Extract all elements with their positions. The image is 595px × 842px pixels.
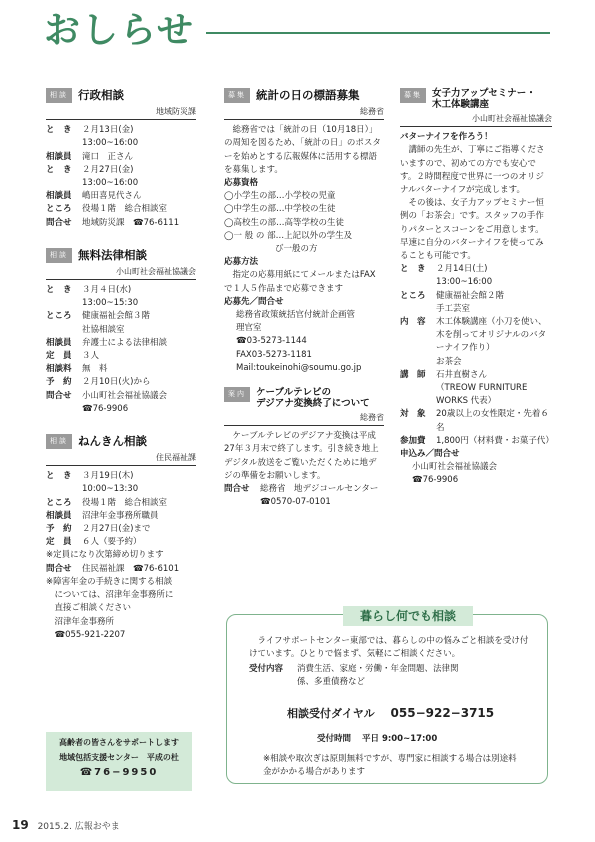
consult-dial [287, 707, 494, 720]
text-line: ☎055-921-2207 [46, 629, 126, 640]
apply-contact [224, 309, 384, 375]
info-row [46, 376, 196, 389]
info-row [46, 510, 196, 523]
text-line: ☎03-5273-1144 [236, 336, 307, 347]
info-row [46, 483, 196, 496]
info-label [46, 137, 82, 150]
text-line: ※障害年金の手続きに関する相談 [46, 576, 173, 587]
section-tag: 募集 [400, 88, 426, 103]
info-row [400, 369, 552, 382]
info-label: と き [400, 264, 426, 275]
section-tag: 募集 [224, 88, 250, 103]
info-row [400, 408, 552, 434]
info-row [46, 536, 196, 549]
contact-value: 住民福祉課 ☎76-6101 [82, 563, 180, 574]
gyosei-rows [46, 124, 196, 230]
info-row [400, 395, 552, 408]
info-row [400, 263, 552, 276]
nenkin-rows [46, 470, 196, 549]
contact-label: 問合せ [46, 563, 72, 574]
info-value: 健康福祉会館３階 [82, 311, 151, 322]
info-row [46, 337, 196, 350]
info-label [400, 276, 436, 289]
info-row [400, 316, 552, 356]
joshi-rows [400, 263, 552, 448]
info-value: 13:00~16:00 [436, 277, 493, 288]
section-tag: 案内 [224, 387, 250, 402]
consult-body: ライフサポートセンター東部では、暮らしの中の悩みごと相談を受け付けています。ひとりで悩まず、気軽にご相談ください。 [249, 636, 529, 659]
method-label: 応募方法 [224, 257, 259, 268]
info-value: ３人 [82, 351, 100, 362]
muryo-section [46, 248, 196, 416]
text-line: ◯中学生の部…中学校の生徒 [224, 204, 336, 215]
column-left [46, 88, 196, 642]
section-title-line1: 女子力アップセミナー・ [432, 88, 536, 99]
info-value: ２月14日(土) [436, 264, 488, 275]
qual-list [224, 190, 384, 256]
info-value: 20歳以上の女性限定・先着６名 [436, 409, 549, 433]
text-line: ◯一 般 の 部…上記以外の学生及 [224, 230, 353, 241]
consult-box [226, 609, 548, 784]
support-phone: ☎76−9950 [79, 767, 159, 778]
info-row [46, 284, 196, 297]
info-label: 対 象 [400, 409, 426, 420]
info-value: 役場１階 総合相談室 [82, 497, 168, 508]
info-label: 参加費 [400, 435, 426, 446]
text-line: 沼津年金事務所 [46, 616, 115, 627]
text-line: 小山町社会福祉協議会 [412, 462, 498, 473]
info-row [46, 297, 196, 310]
info-label: 定 員 [46, 351, 72, 362]
support-center-box [46, 732, 192, 791]
info-label: 定 員 [46, 537, 72, 548]
section-title: 行政相談 [78, 88, 124, 102]
info-value: 10:00~13:30 [82, 484, 139, 495]
info-label: ところ [46, 311, 72, 322]
info-value: 健康福祉会館２階 [436, 290, 505, 301]
qual-label: 応募資格 [224, 178, 259, 189]
column-middle [224, 88, 387, 509]
info-row [46, 137, 196, 150]
text-line: FAX03-5273-1181 [236, 349, 312, 360]
joshi-body1: 講師の先生が、丁寧にご指導くださいますので、初めての方でも安心です。２時間程度で世界に一つのオリジナルバターナイフが完成します。 [400, 145, 545, 196]
apply-label: 申込み／問合せ [400, 449, 460, 460]
consult-content-label: 受付内容 [249, 664, 284, 674]
info-row [46, 350, 196, 363]
info-row [46, 470, 196, 483]
info-label: と き [46, 125, 72, 136]
info-value: 小山町社会福祉協議会 [82, 390, 168, 401]
info-value: （TREOW FURNITURE [436, 383, 528, 394]
page-footer [12, 818, 120, 832]
info-row [46, 124, 196, 137]
support-line1: 高齢者の皆さんをサポートします [59, 738, 179, 747]
info-label: 相談員 [46, 151, 72, 162]
hours-label: 受付時間 [317, 734, 352, 744]
info-value: 1,800円（材料費・お菓子代） [436, 435, 554, 446]
info-value: ３月４日(水) [82, 285, 132, 296]
section-dept: 総務省 [224, 411, 384, 426]
info-row [46, 203, 196, 216]
text-line: Mail:toukeinohi@soumu.go.jp [236, 362, 362, 373]
info-value: 嶋田喜見代さん [82, 191, 142, 202]
section-dept: 地域防災課 [46, 105, 196, 120]
info-value: 滝口 正さん [82, 151, 134, 162]
page-title: おしらせ [44, 10, 195, 51]
info-value: WORKS 代表） [436, 396, 497, 407]
nenkin-section [46, 434, 196, 642]
section-title: ねんきん相談 [78, 434, 147, 449]
hyogo-body: 総務省では「統計の日（10月18日）」の周知を図るため、「統計の日」のポスターを始めとする広報媒体に活用する標語を募集します。 [224, 125, 381, 175]
text-line: 理官室 [236, 323, 262, 334]
section-title-line1: ケーブルテレビの [256, 387, 331, 399]
section-title-line2: デジアナ変換終了について [256, 398, 370, 410]
info-label: 予 約 [46, 377, 72, 388]
text-line: ◯高校生の部…高等学校の生徒 [224, 217, 345, 228]
info-value: 手工芸室 [436, 303, 471, 314]
section-tag: 相談 [46, 248, 72, 263]
info-label: 相談員 [46, 510, 72, 521]
info-value: 弁護士による法律相談 [82, 337, 168, 348]
section-dept: 総務省 [224, 105, 384, 120]
muryo-rows [46, 284, 196, 416]
info-label: と き [46, 285, 72, 296]
info-row [400, 290, 552, 303]
info-row [46, 363, 196, 376]
dial-number: 055−922−3715 [390, 706, 495, 720]
cable-body: ケーブルテレビのデジアナ変換は平成27年３月末で終了します。引き続き地上デジタル放送をご覧いただくために地デジの準備をお願いします。 [224, 431, 379, 481]
joshi-body2: その後は、女子力アップセミナー恒例の「お茶会」です。スタッフの手作りパターとスコーンをご用意します。早速に自分のバターナイフを使ってみることも可能です。 [400, 198, 544, 262]
info-value: ２月27日(金) [82, 164, 134, 175]
info-value: ６人（要予約） [82, 537, 142, 548]
contact-label: 問合せ [224, 484, 250, 495]
info-label: 講 師 [400, 369, 426, 380]
section-tag: 相談 [46, 434, 72, 449]
title-rule [206, 32, 550, 34]
info-value: ２月13日(金) [82, 125, 134, 136]
text-line: ◯小学生の部…小学校の児童 [224, 191, 336, 202]
info-row [400, 303, 552, 316]
apply-label: 応募先／問合せ [224, 296, 284, 307]
info-label: ところ [46, 204, 72, 215]
text-line: 直接ご相談ください [46, 603, 132, 614]
apply-contact [400, 461, 552, 487]
issue-label: 2015.2. 広報おやま [37, 822, 120, 832]
info-label [400, 356, 436, 369]
info-row [46, 177, 196, 190]
section-dept: 住民福祉課 [46, 451, 196, 466]
info-label: 予 約 [46, 524, 72, 535]
text-line: び一般の方 [224, 244, 318, 255]
info-label: 相談員 [46, 191, 72, 202]
info-label [46, 403, 82, 416]
info-label [46, 483, 82, 496]
info-row [46, 190, 196, 203]
info-label: ところ [46, 497, 72, 508]
dial-label: 相談受付ダイヤル [287, 707, 375, 720]
info-value: 役場１階 総合相談室 [82, 204, 168, 215]
contact-value: 総務省 地デジコールセンター ☎0570-07-0101 [260, 484, 387, 508]
consult-content: 消費生活、家庭・労働・年金問題、法律関係、多重債務など [297, 664, 459, 687]
section-title-line2: 木工体験講座 [432, 99, 490, 110]
section-dept: 小山町社会福祉協議会 [46, 265, 196, 280]
text-line: 総務省政策統括官付統計企画管 [236, 310, 356, 321]
info-value: ☎76-9906 [82, 403, 129, 414]
hyogo-section [224, 88, 384, 375]
info-value: 沼津年金事務所職員 [82, 510, 159, 521]
info-label [46, 324, 82, 337]
info-row [400, 382, 552, 395]
info-row [46, 310, 196, 323]
info-value: 13:00~16:00 [82, 138, 139, 149]
column-right [400, 88, 552, 488]
info-label: と き [46, 164, 72, 175]
info-value: ３月19日(木) [82, 471, 134, 482]
info-row [46, 324, 196, 337]
info-row [46, 151, 196, 164]
info-label [400, 382, 436, 395]
info-value: 地域防災課 ☎76-6111 [82, 217, 180, 228]
info-value: 木工体験講座（小刀を使い、木を削ってオリジナルのバターナイフ作り） [436, 317, 547, 354]
cable-section [224, 387, 387, 509]
info-label: 相談料 [46, 364, 72, 375]
info-label: ところ [400, 290, 426, 301]
info-row [46, 217, 196, 230]
info-value: お茶会 [436, 356, 462, 367]
info-label [400, 303, 436, 316]
section-title: 無料法律相談 [78, 247, 147, 262]
info-row [400, 356, 552, 369]
info-row [46, 403, 196, 416]
section-tag: 相談 [46, 88, 72, 103]
support-line2: 地域包括支援センター 平成の杜 [59, 753, 179, 762]
info-value: 13:00~16:00 [82, 178, 139, 189]
joshi-section [400, 88, 552, 488]
info-row [400, 276, 552, 289]
gyosei-section [46, 88, 196, 230]
consult-title: 暮らし何でも相談 [343, 606, 473, 626]
info-label [400, 395, 436, 408]
info-label: 内 容 [400, 317, 426, 328]
text-line: ☎76-9906 [412, 475, 459, 486]
section-dept: 小山町社会福祉協議会 [400, 112, 552, 127]
info-label [46, 297, 82, 310]
info-label: 問合せ [46, 217, 72, 228]
method-body: 指定の応募用紙にてメールまたはFAXで１人５作品まで応募できます [224, 270, 376, 294]
info-label: と き [46, 471, 72, 482]
nenkin-note2 [46, 576, 196, 642]
page-number: 19 [12, 818, 29, 832]
info-row [46, 523, 196, 536]
hours-value: 平日 9:00~17:00 [361, 734, 438, 744]
info-label: 問合せ [46, 390, 72, 401]
info-value: 石井直樹さん [436, 369, 488, 380]
info-value: ２月27日(金)まで [82, 524, 151, 535]
section-title: 統計の日の標語募集 [256, 88, 360, 102]
info-row [46, 497, 196, 510]
info-value: 13:00~15:30 [82, 298, 139, 309]
info-row [46, 164, 196, 177]
info-label [46, 177, 82, 190]
consult-note: ※相談や取次ぎは原則無料ですが、専門家に相談する場合は別途料金がかかる場合があります [263, 754, 517, 777]
info-row [46, 390, 196, 403]
text-line: については、沼津年金事務所に [46, 590, 174, 601]
joshi-lead: バターナイフを作ろう！ [400, 132, 493, 143]
info-row [400, 435, 552, 448]
info-value: 無 料 [82, 364, 108, 375]
nenkin-note: ※定員になり次第締め切ります [46, 550, 164, 561]
info-value: 社協相談室 [82, 324, 125, 335]
info-value: ２月10日(火)から [82, 377, 151, 388]
info-label: 相談員 [46, 337, 72, 348]
